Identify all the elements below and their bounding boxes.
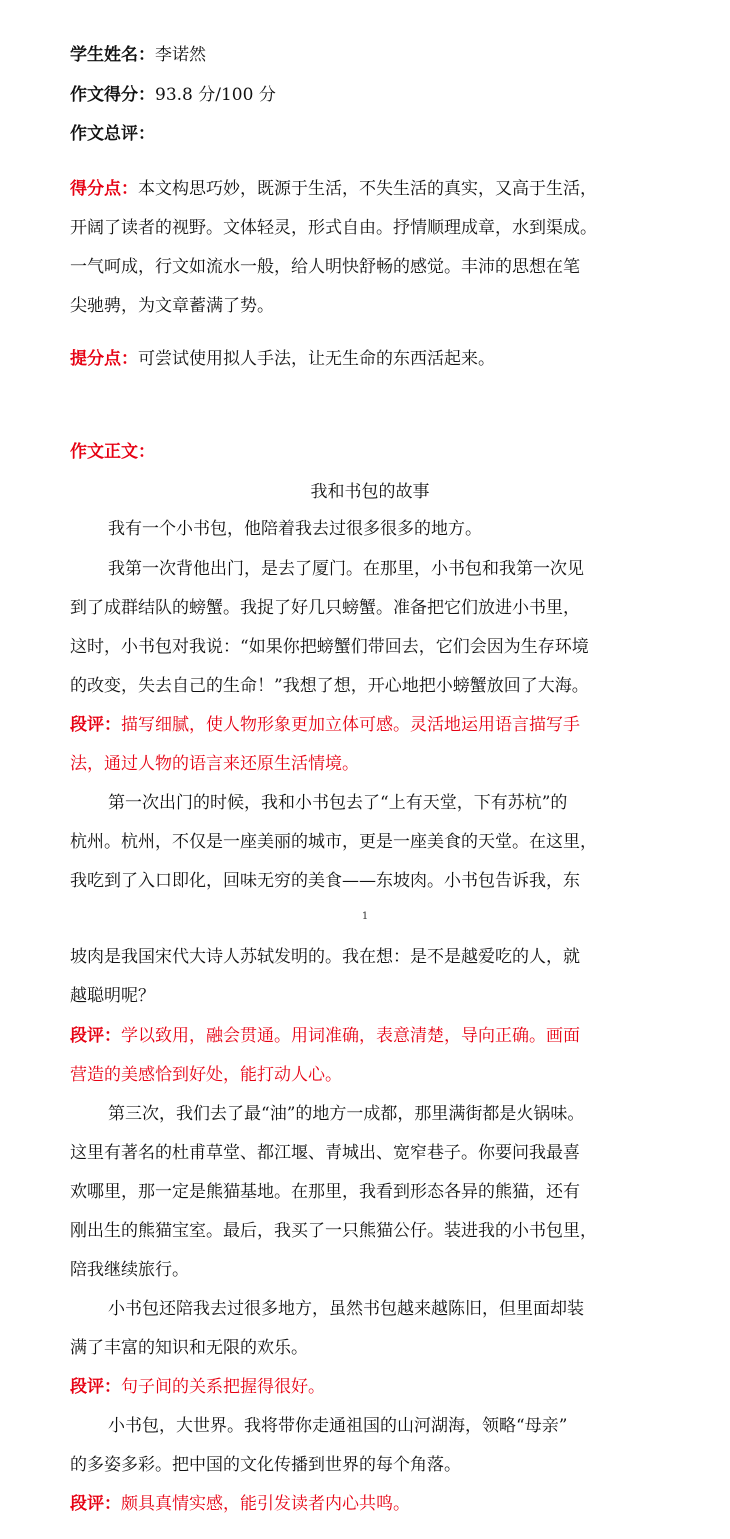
essay-line: 小书包，大世界。我将带你走通祖国的山河湖海，领略“母亲” <box>108 1416 568 1436</box>
essay-label: 作文正文： <box>70 442 155 462</box>
essay-line: 第一次出门的时候，我和小书包去了“上有天堂，下有苏杭”的 <box>108 793 568 813</box>
essay-line: 陪我继续旅行。 <box>70 1260 189 1280</box>
essay-line: 满了丰富的知识和无限的欢乐。 <box>70 1338 308 1358</box>
strengths-line-3: 一气呵成，行文如流水一般，给人明快舒畅的感觉。丰沛的思想在笔 <box>70 257 580 277</box>
comment-text: 句子间的关系把握得很好。 <box>121 1377 325 1397</box>
comment-label: 段评： <box>70 1494 121 1514</box>
essay-line: 到了成群结队的螃蟹。我捉了好几只螃蟹。准备把它们放进小书里， <box>70 598 580 618</box>
comment-text: 颇具真情实感，能引发读者内心共鸣。 <box>121 1494 410 1514</box>
paragraph-comment <box>70 1492 670 1516</box>
student-name-row <box>70 43 670 67</box>
score-value: 93.8 分/100 分 <box>155 85 276 105</box>
essay-line: 坡肉是我国宋代大诗人苏轼发明的。我在想：是不是越爱吃的人，就 <box>70 947 580 967</box>
essay-line: 小书包还陪我去过很多地方，虽然书包越来越陈旧，但里面却装 <box>108 1299 584 1319</box>
essay-line: 我第一次背他出门，是去了厦门。在那里，小书包和我第一次见 <box>108 559 584 579</box>
comment-text: 学以致用，融会贯通。用词准确，表意清楚，导向正确。画面 <box>121 1026 580 1046</box>
essay-line: 的改变，失去自己的生命！”我想了想，开心地把小螃蟹放回了大海。 <box>70 676 589 696</box>
paragraph-comment <box>70 713 670 737</box>
page-number: 1 <box>361 911 369 922</box>
essay-line: 这里有著名的杜甫草堂、都江堰、青城出、宽窄巷子。你要问我最喜 <box>70 1143 580 1163</box>
improve-row <box>70 347 670 371</box>
strengths-text: 本文构思巧妙，既源于生活，不失生活的真实，又高于生活， <box>138 179 597 199</box>
paragraph-comment-cont: 法，通过人物的语言来还原生活情境。 <box>70 754 359 774</box>
summary-label: 作文总评： <box>70 124 155 144</box>
improve-text: 可尝试使用拟人手法，让无生命的东西活起来。 <box>138 349 495 369</box>
strengths-label: 得分点： <box>70 179 138 199</box>
score-label: 作文得分： <box>70 85 155 105</box>
essay-line: 我有一个小书包，他陪着我去过很多很多的地方。 <box>108 519 482 539</box>
strengths-line-4: 尖驰骋，为文章蓄满了势。 <box>70 296 274 316</box>
essay-line: 第三次，我们去了最“油”的地方一成都，那里满街都是火锅味。 <box>108 1104 585 1124</box>
essay-line: 这时，小书包对我说：“如果你把螃蟹们带回去，它们会因为生存环境 <box>70 637 589 657</box>
essay-line: 的多姿多彩。把中国的文化传播到世界的每个角落。 <box>70 1455 461 1475</box>
comment-text: 描写细腻，使人物形象更加立体可感。灵活地运用语言描写手 <box>121 715 580 735</box>
comment-label: 段评： <box>70 1026 121 1046</box>
improve-label: 提分点： <box>70 349 138 369</box>
essay-line: 刚出生的熊猫宝室。最后，我买了一只熊猫公仔。装进我的小书包里， <box>70 1221 597 1241</box>
essay-line: 欢哪里，那一定是熊猫基地。在那里，我看到形态各异的熊猫，还有 <box>70 1182 580 1202</box>
strengths-line-2: 开阔了读者的视野。文体轻灵，形式自由。抒情顺理成章，水到渠成。 <box>70 218 597 238</box>
student-name-label: 学生姓名： <box>70 45 155 65</box>
comment-label: 段评： <box>70 715 121 735</box>
essay-title: 我和书包的故事 <box>310 482 430 502</box>
paragraph-comment-cont: 营造的美感恰到好处，能打动人心。 <box>70 1065 342 1085</box>
essay-line: 越聪明呢？ <box>70 986 155 1006</box>
student-name-value: 李诺然 <box>155 45 206 65</box>
strengths-line-1 <box>70 177 670 201</box>
score-row <box>70 83 670 107</box>
essay-line: 杭州。杭州，不仅是一座美丽的城市，更是一座美食的天堂。在这里， <box>70 832 597 852</box>
paragraph-comment <box>70 1375 670 1399</box>
comment-label: 段评： <box>70 1377 121 1397</box>
paragraph-comment <box>70 1024 670 1048</box>
essay-line: 我吃到了入口即化，回味无穷的美食——东坡肉。小书包告诉我，东 <box>70 871 580 891</box>
